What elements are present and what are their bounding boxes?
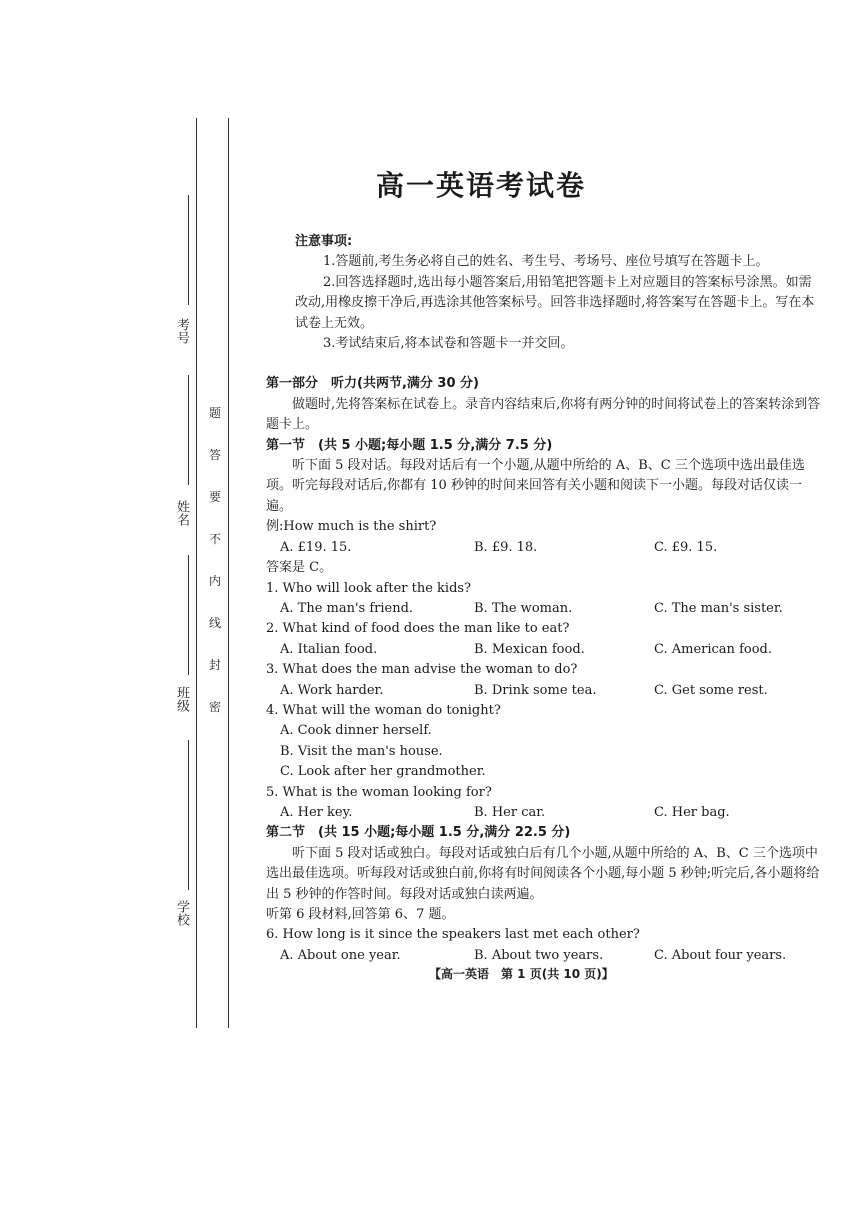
option: C. Look after her grandmother. bbox=[280, 764, 486, 780]
question-2-options bbox=[266, 640, 822, 660]
notice-block bbox=[266, 232, 822, 354]
question-6: 6. How long is it since the speakers last met each other? bbox=[266, 927, 640, 943]
option: A. Work harder. bbox=[280, 682, 384, 698]
notice-item: 1.答题前,考生务必将自己的姓名、考生号、考场号、座位号填写在答题卡上。 bbox=[323, 254, 769, 270]
option: A. Her key. bbox=[280, 804, 353, 820]
option: B. Mexican food. bbox=[474, 641, 585, 657]
option: C. About four years. bbox=[654, 947, 787, 963]
option: C. American food. bbox=[654, 641, 772, 657]
question-1: 1. Who will look after the kids? bbox=[266, 580, 472, 596]
school-blank-line bbox=[188, 740, 189, 890]
option: C. The man's sister. bbox=[654, 600, 783, 616]
example-question: 例:How much is the shirt? bbox=[266, 519, 437, 535]
exam-title: 高一英语考试卷 bbox=[375, 169, 586, 202]
notice-heading: 注意事项: bbox=[295, 234, 353, 249]
name-blank-line bbox=[188, 375, 189, 485]
part1-intro: 做题时,先将答案标在试卷上。录音内容结束后,你将有两分钟的时间将试卷上的答案转涂到答题卡上。 bbox=[266, 396, 821, 433]
question-3-options bbox=[266, 681, 822, 701]
question-5: 5. What is the woman looking for? bbox=[266, 784, 492, 800]
section2-heading: 第二节 (共 15 小题;每小题 1.5 分,满分 22.5 分) bbox=[266, 825, 571, 841]
material-instruction: 听第 6 段材料,回答第 6、7 题。 bbox=[266, 907, 455, 922]
seal-warning-text bbox=[207, 404, 223, 740]
seal-char: 密 bbox=[208, 700, 221, 714]
option: B. £9. 18. bbox=[474, 539, 538, 555]
seal-char: 要 bbox=[208, 490, 221, 504]
seal-char: 封 bbox=[208, 658, 221, 672]
option: B. Visit the man's house. bbox=[280, 743, 443, 759]
option: C. Her bag. bbox=[654, 804, 730, 820]
binding-line-outer bbox=[196, 118, 197, 1028]
option: B. Her car. bbox=[474, 804, 546, 820]
seal-char: 题 bbox=[208, 406, 221, 420]
question-4: 4. What will the woman do tonight? bbox=[266, 702, 501, 718]
section2-intro: 听下面 5 段对话或独白。每段对话或独白后有几个小题,从题中所给的 A、B、C 三个选项中选出最佳选项。听每段对话或独白前,你将有时间阅读各个小题,每小题 5 秒钟;听完后,各小题将给出 5 秒钟的作答时间。每段对话或独白读两遍。 bbox=[266, 845, 820, 902]
question-2: 2. What kind of food does the man like to eat? bbox=[266, 621, 570, 637]
part1-heading: 第一部分 听力(共两节,满分 30 分) bbox=[266, 376, 479, 392]
option: A. The man's friend. bbox=[280, 600, 414, 616]
option: C. £9. 15. bbox=[654, 539, 718, 555]
notice-item: 3.考试结束后,将本试卷和答题卡一并交回。 bbox=[323, 336, 574, 352]
example-options bbox=[266, 538, 822, 558]
option: A. Cook dinner herself. bbox=[280, 723, 432, 739]
question-3: 3. What does the man advise the woman to do? bbox=[266, 662, 578, 678]
class-blank-line bbox=[188, 555, 189, 675]
question-5-options bbox=[266, 803, 822, 823]
question-6-options bbox=[266, 946, 822, 966]
kaohao-blank-line bbox=[188, 195, 189, 305]
binding-line-inner bbox=[228, 118, 229, 1028]
section1-intro: 听下面 5 段对话。每段对话后有一个小题,从题中所给的 A、B、C 三个选项中选出最佳选项。听完每段对话后,你都有 10 秒钟的时间来回答有关小题和阅读下一小题。每段对话仅读一遍。 bbox=[266, 458, 805, 514]
option: B. Drink some tea. bbox=[474, 682, 597, 698]
option: A. Italian food. bbox=[280, 641, 378, 657]
section1-heading: 第一节 (共 5 小题;每小题 1.5 分,满分 7.5 分) bbox=[266, 437, 553, 453]
question-1-options bbox=[266, 599, 822, 619]
option: A. About one year. bbox=[280, 947, 401, 963]
example-answer: 答案是 C。 bbox=[266, 560, 333, 576]
seal-char: 不 bbox=[208, 532, 221, 546]
kaohao-label: 考号 bbox=[174, 318, 189, 344]
name-label: 姓名 bbox=[174, 500, 189, 526]
school-label: 学校 bbox=[174, 900, 189, 926]
class-label: 班级 bbox=[174, 686, 189, 712]
notice-item: 2.回答选择题时,选出每小题答案后,用铅笔把答题卡上对应题目的答案标号涂黑。如需改动,用橡皮擦干净后,再选涂其他答案标号。回答非选择题时,将答案写在答题卡上。写在本试卷上无效。 bbox=[295, 274, 815, 331]
option: B. About two years. bbox=[474, 947, 604, 963]
option: C. Get some rest. bbox=[654, 682, 768, 698]
page-footer: 【高一英语 第 1 页(共 10 页)】 bbox=[429, 967, 614, 981]
seal-char: 答 bbox=[208, 448, 221, 462]
seal-char: 线 bbox=[208, 616, 221, 630]
seal-char: 内 bbox=[208, 574, 221, 588]
option: B. The woman. bbox=[474, 600, 573, 616]
option: A. £19. 15. bbox=[280, 539, 352, 555]
exam-content bbox=[266, 232, 822, 966]
